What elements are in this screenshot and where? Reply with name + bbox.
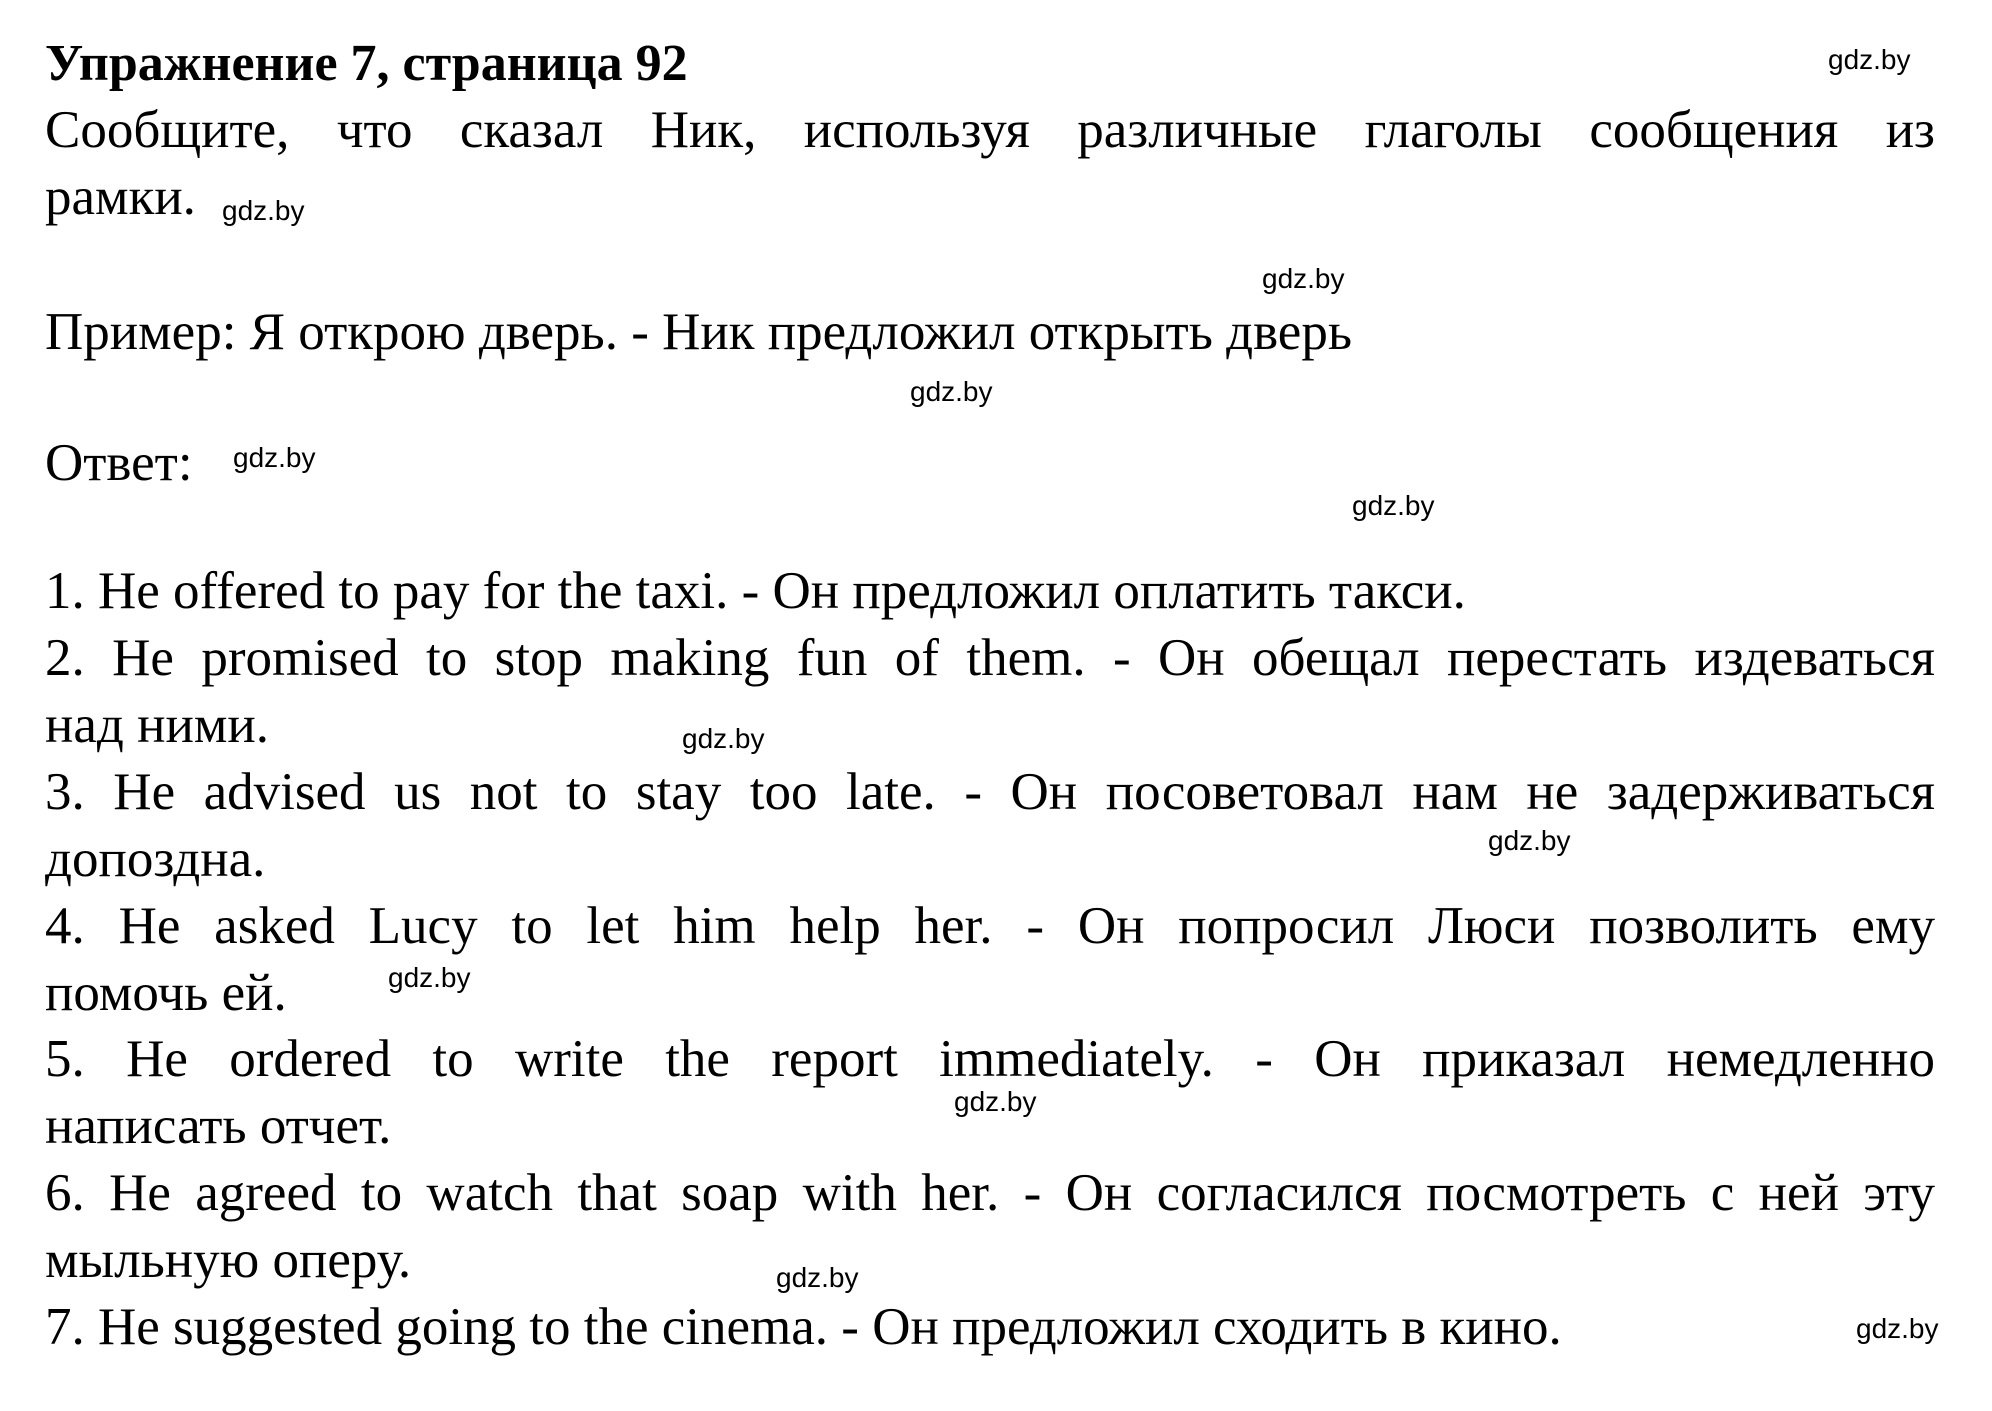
- answer-6-line-1: 6. He agreed to watch that soap with her. - Он согласился посмотреть с ней эту: [45, 1164, 1935, 1222]
- watermark: gdz.by: [954, 1086, 1037, 1117]
- watermark: gdz.by: [682, 723, 765, 754]
- page-title: Упражнение 7, страница 92: [45, 35, 688, 92]
- answer-label: Ответ:: [45, 434, 193, 492]
- answer-1-line-1: 1. He offered to pay for the taxi. - Он предложил оплатить такси.: [45, 562, 1466, 620]
- watermark: gdz.by: [910, 376, 993, 407]
- watermark: gdz.by: [388, 962, 471, 993]
- watermark: gdz.by: [1262, 263, 1345, 294]
- example-text: Пример: Я открою дверь. - Ник предложил открыть дверь: [45, 303, 1352, 361]
- watermark: gdz.by: [1352, 490, 1435, 521]
- watermark: gdz.by: [1488, 825, 1571, 856]
- answer-4-line-1: 4. He asked Lucy to let him help her. - Он попросил Люси позволить ему: [45, 897, 1935, 955]
- task-text-line-2: рамки.: [45, 168, 196, 226]
- answer-7-line-1: 7. He suggested going to the cinema. - Он предложил сходить в кино.: [45, 1298, 1562, 1356]
- watermark: gdz.by: [1828, 44, 1911, 75]
- watermark: gdz.by: [222, 195, 305, 226]
- watermark: gdz.by: [776, 1262, 859, 1293]
- task-text-line-1: Сообщите, что сказал Ник, используя различные глаголы сообщения из: [45, 101, 1935, 159]
- answer-3-line-1: 3. He advised us not to stay too late. - Он посоветовал нам не задерживаться: [45, 763, 1935, 821]
- watermark: gdz.by: [233, 442, 316, 473]
- answer-5-line-1: 5. He ordered to write the report immediately. - Он приказал немедленно: [45, 1030, 1935, 1088]
- answer-2-line-1: 2. He promised to stop making fun of them. - Он обещал перестать издеваться: [45, 629, 1935, 687]
- answer-4-line-2: помочь ей.: [45, 964, 287, 1022]
- answer-2-line-2: над ними.: [45, 696, 269, 754]
- answer-6-line-2: мыльную оперу.: [45, 1231, 412, 1289]
- answer-3-line-2: допоздна.: [45, 830, 266, 888]
- watermark: gdz.by: [1856, 1313, 1939, 1344]
- answer-5-line-2: написать отчет.: [45, 1097, 392, 1155]
